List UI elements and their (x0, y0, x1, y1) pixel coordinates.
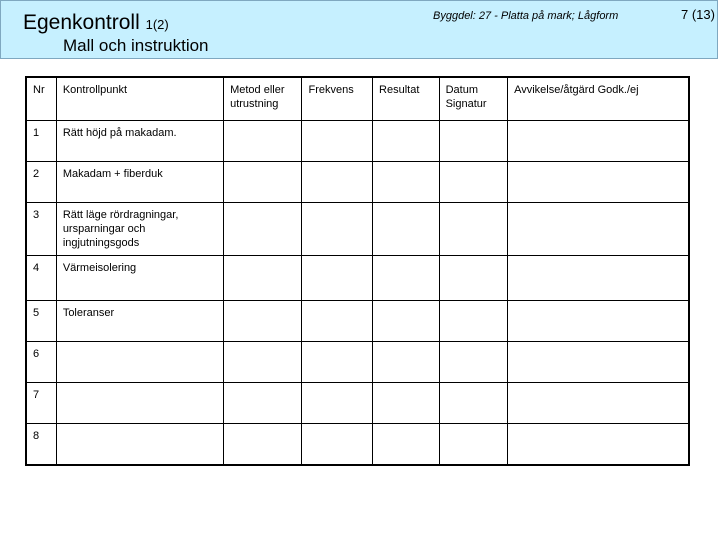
cell-datum-signatur (439, 301, 507, 342)
cell-resultat (373, 256, 440, 301)
cell-datum-signatur (439, 256, 507, 301)
cell-avvikelse (508, 383, 689, 424)
cell-avvikelse (508, 342, 689, 383)
cell-nr: 4 (26, 256, 56, 301)
table-header-row (26, 77, 689, 121)
table-row (26, 162, 689, 203)
cell-avvikelse (508, 256, 689, 301)
cell-avvikelse (508, 424, 689, 466)
page-subtitle: Mall och instruktion (63, 36, 209, 55)
cell-frekvens (302, 383, 373, 424)
column-header-metod: Metod eller utrustning (224, 77, 302, 121)
cell-metod (224, 203, 302, 256)
table-row (26, 383, 689, 424)
cell-metod (224, 256, 302, 301)
table-row (26, 342, 689, 383)
cell-datum-signatur (439, 162, 507, 203)
cell-metod (224, 162, 302, 203)
cell-frekvens (302, 301, 373, 342)
cell-frekvens (302, 121, 373, 162)
cell-datum-signatur (439, 424, 507, 466)
page-number: 7 (13) (681, 7, 715, 22)
cell-resultat (373, 383, 440, 424)
cell-resultat (373, 342, 440, 383)
cell-kontrollpunkt (56, 342, 223, 383)
cell-resultat (373, 121, 440, 162)
cell-kontrollpunkt (56, 424, 223, 466)
cell-resultat (373, 203, 440, 256)
cell-frekvens (302, 424, 373, 466)
cell-nr: 8 (26, 424, 56, 466)
cell-metod (224, 424, 302, 466)
cell-datum-signatur (439, 342, 507, 383)
column-header-datum-signatur: Datum Signatur (439, 77, 507, 121)
slide-header (0, 0, 718, 59)
cell-avvikelse (508, 203, 689, 256)
inspection-table (25, 76, 690, 466)
column-header-nr: Nr (26, 77, 56, 121)
cell-metod (224, 121, 302, 162)
cell-frekvens (302, 342, 373, 383)
table-row (26, 121, 689, 162)
cell-datum-signatur (439, 203, 507, 256)
cell-resultat (373, 162, 440, 203)
cell-resultat (373, 301, 440, 342)
cell-nr: 7 (26, 383, 56, 424)
cell-nr: 1 (26, 121, 56, 162)
cell-datum-signatur (439, 383, 507, 424)
table-row (26, 203, 689, 256)
title-text: Egenkontroll (23, 11, 140, 34)
cell-kontrollpunkt: Värmeisolering (56, 256, 223, 301)
cell-kontrollpunkt: Rätt läge rördragningar, ursparningar och ingjutningsgods (56, 203, 223, 256)
cell-kontrollpunkt (56, 383, 223, 424)
cell-avvikelse (508, 162, 689, 203)
cell-kontrollpunkt: Makadam + fiberduk (56, 162, 223, 203)
cell-avvikelse (508, 121, 689, 162)
cell-datum-signatur (439, 121, 507, 162)
cell-frekvens (302, 162, 373, 203)
cell-frekvens (302, 256, 373, 301)
cell-metod (224, 383, 302, 424)
column-header-kontrollpunkt: Kontrollpunkt (56, 77, 223, 121)
page-title (23, 11, 169, 37)
table-row (26, 301, 689, 342)
cell-kontrollpunkt: Toleranser (56, 301, 223, 342)
cell-metod (224, 342, 302, 383)
cell-metod (224, 301, 302, 342)
cell-nr: 5 (26, 301, 56, 342)
table-row (26, 424, 689, 466)
column-header-avvikelse: Avvikelse/åtgärd Godk./ej (508, 77, 689, 121)
column-header-resultat: Resultat (373, 77, 440, 121)
table-row (26, 256, 689, 301)
title-page-count: 1(2) (145, 17, 169, 32)
cell-kontrollpunkt: Rätt höjd på makadam. (56, 121, 223, 162)
document-reference: Byggdel: 27 - Platta på mark; Lågform (433, 10, 619, 22)
cell-nr: 3 (26, 203, 56, 256)
cell-nr: 6 (26, 342, 56, 383)
column-header-frekvens: Frekvens (302, 77, 373, 121)
cell-nr: 2 (26, 162, 56, 203)
cell-resultat (373, 424, 440, 466)
cell-frekvens (302, 203, 373, 256)
cell-avvikelse (508, 301, 689, 342)
